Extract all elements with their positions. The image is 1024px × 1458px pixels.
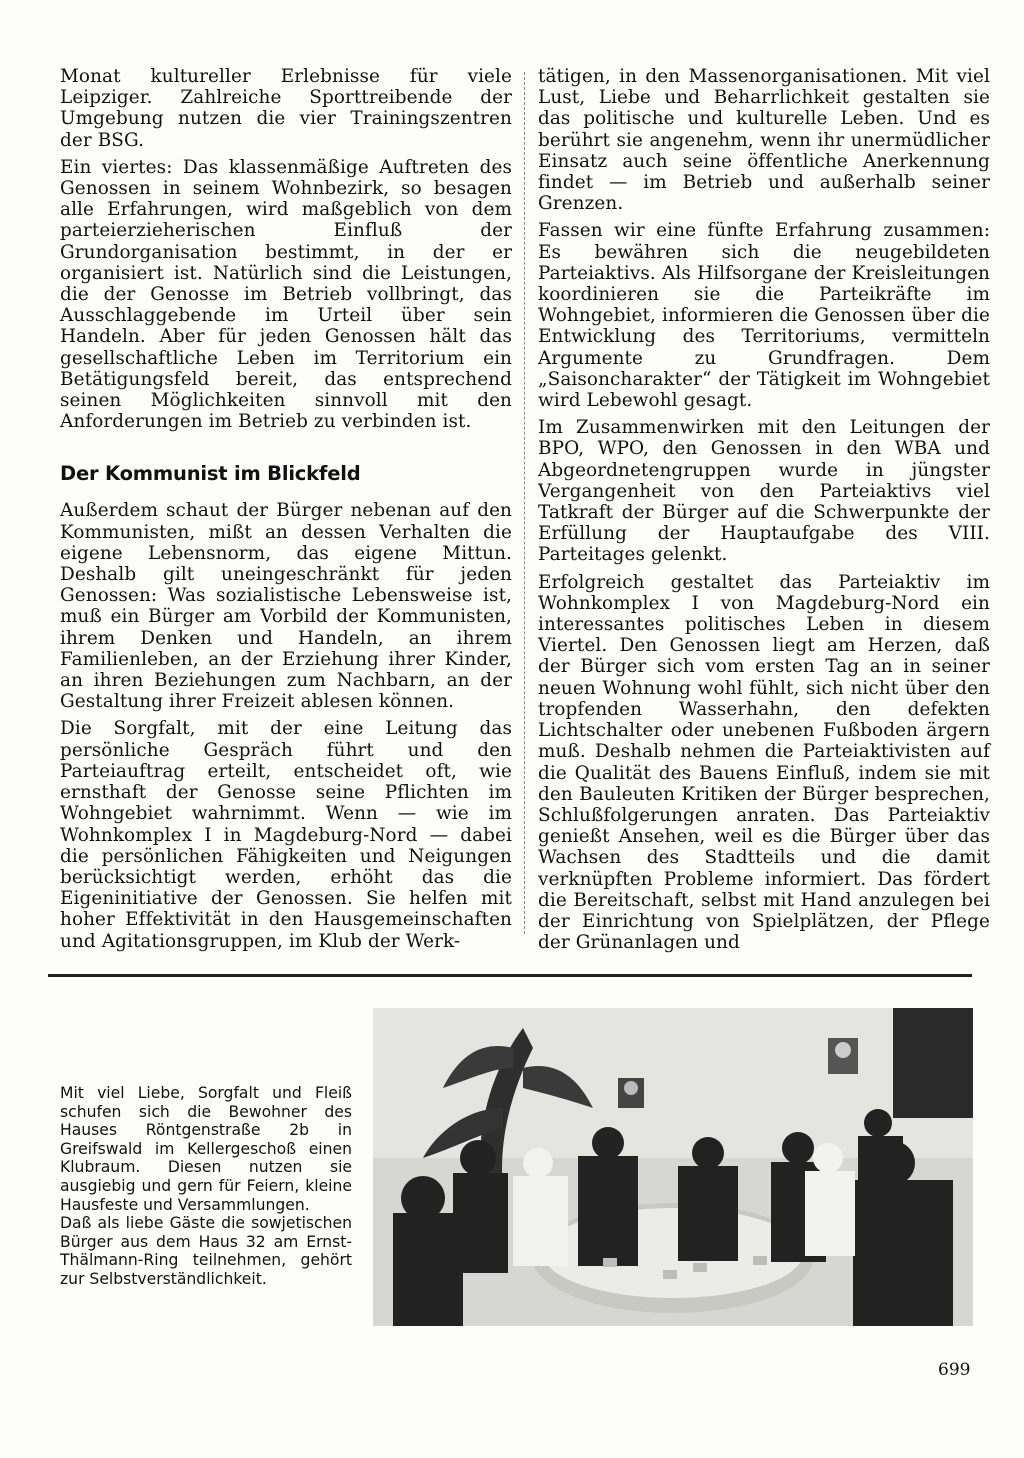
horizontal-rule	[48, 974, 972, 977]
photo-caption	[60, 1084, 352, 1289]
page-number: 699	[938, 1360, 971, 1380]
body-paragraph: Ein viertes: Das klassenmäßige Auftreten des Genossen in seinem Wohnbezirk, so besagen alle Erfahrungen, wird maßgeblich von dem parteierzieherischen Einfluß der Grundorganisation bestimmt, in der er organisiert ist. Natürlich sind die Leistungen, die der Genosse im Betrieb vollbringt, das Ausschlaggebende im Urteil über sein Handeln. Aber für jeden Genossen hält das gesellschaftliche Leben im Territorium ein Betätigungsfeld bereit, das entsprechend seinen Möglichkeiten sinnvoll mit den Anforderungen im Betrieb zu verbinden ist.	[60, 156, 512, 433]
body-paragraph: Monat kultureller Erlebnisse für viele Leipziger. Zahlreiche Sporttreibende der Umgebung nutzen die vier Trainingszentren der BSG.	[60, 66, 512, 151]
body-paragraph: Fassen wir eine fünfte Erfahrung zusammen: Es bewähren sich die neugebildeten Parteiaktivs. Als Hilfsorgane der Kreisleitungen koordinieren sie die Parteikräfte im Wohngebiet, informieren die Genossen über die Entwicklung des Territoriums, vermitteln Argumente zu Grundfragen. Dem „Saisoncharakter“ der Tätigkeit im Wohngebiet wird Lebewohl gesagt.	[538, 220, 990, 412]
caption-text: Daß als liebe Gäste die sowjetischen Bürger aus dem Haus 32 am Ernst-Thälmann-Ring teilnehmen, gehört zur Selbstverständlichkeit.	[60, 1214, 352, 1288]
caption-text: Mit viel Liebe, Sorgfalt und Fleiß schufen sich die Bewohner des Hauses Röntgenstraße 2b in Greifswald im Kellergeschoß einen Klubraum. Diesen nutzen sie ausgiebig und gern für Feiern, kleine Hausfeste und Versammlungen.	[60, 1084, 352, 1214]
section-heading: Der Kommunist im Blickfeld	[60, 462, 361, 486]
body-paragraph: Außerdem schaut der Bürger nebenan auf den Kommunisten, mißt an dessen Verhalten die eigene Lebensnorm, das eigene Mittun. Deshalb gilt uneingeschränkt für jeden Genossen: Was sozialistische Lebensweise ist, muß ein Bürger am Vorbild der Kommunisten, ihrem Denken und Handeln, an ihrem Familienleben, an der Erziehung ihrer Kinder, an ihren Beziehungen zum Nachbarn, an der Gestaltung ihrer Freizeit ablesen können.	[60, 500, 512, 713]
body-paragraph: Erfolgreich gestaltet das Parteiaktiv im Wohnkomplex I von Magdeburg-Nord ein interessantes politisches Leben in diesem Viertel. Den Genossen liegt am Herzen, daß der Bürger sich vom ersten Tag an in seiner neuen Wohnung wohl fühlt, sich nicht über den tropfenden Wasserhahn, den defekten Lichtschalter oder unebenen Fußboden ärgern muß. Deshalb nehmen die Parteiaktivisten auf die Qualität des Bauens Einfluß, indem sie mit den Bauleuten Kritiken der Bürger besprechen, Schlußfolgerungen anraten. Das Parteiaktiv genießt Ansehen, weil es die Bürger über das Wachsen des Stadtteils und die damit verknüpften Probleme informiert. Das fördert die Bereitschaft, selbst mit Hand anzulegen bei der Einrichtung von Spielplätzen, der Pflege der Grünanlagen und	[538, 571, 990, 954]
column-divider	[524, 72, 526, 934]
photo-illustration	[373, 1008, 973, 1326]
right-column	[538, 66, 990, 959]
left-column	[60, 66, 512, 958]
body-paragraph: tätigen, in den Massenorganisationen. Mit viel Lust, Liebe und Beharrlichkeit gestalten sie das politische und kulturelle Leben. Und es berührt sie angenehm, wenn ihr unermüdlicher Einsatz auch seine öffentliche Anerkennung findet — im Betrieb und außerhalb seiner Grenzen.	[538, 66, 990, 215]
group-photo	[373, 1008, 973, 1326]
body-paragraph: Die Sorgfalt, mit der eine Leitung das persönliche Gespräch führt und den Parteiauftrag erteilt, entscheidet oft, wie ernsthaft der Genosse seine Pflichten im Wohngebiet wahrnimmt. Wenn — wie im Wohnkomplex I in Magdeburg-Nord — dabei die persönlichen Fähigkeiten und Neigungen berücksichtigt werden, erhöht das die Eigeninitiative der Genossen. Sie helfen mit hoher Effektivität in den Hausgemeinschaften und Agitationsgruppen, im Klub der Werk-	[60, 718, 512, 952]
body-paragraph: Im Zusammenwirken mit den Leitungen der BPO, WPO, den Genossen in den WBA und Abgeordnetengruppen wurde in jüngster Vergangenheit von den Parteiaktivs viel Tatkraft der Bürger auf die Schwerpunkte der Erfüllung der Hauptaufgabe des VIII. Parteitages gelenkt.	[538, 417, 990, 566]
